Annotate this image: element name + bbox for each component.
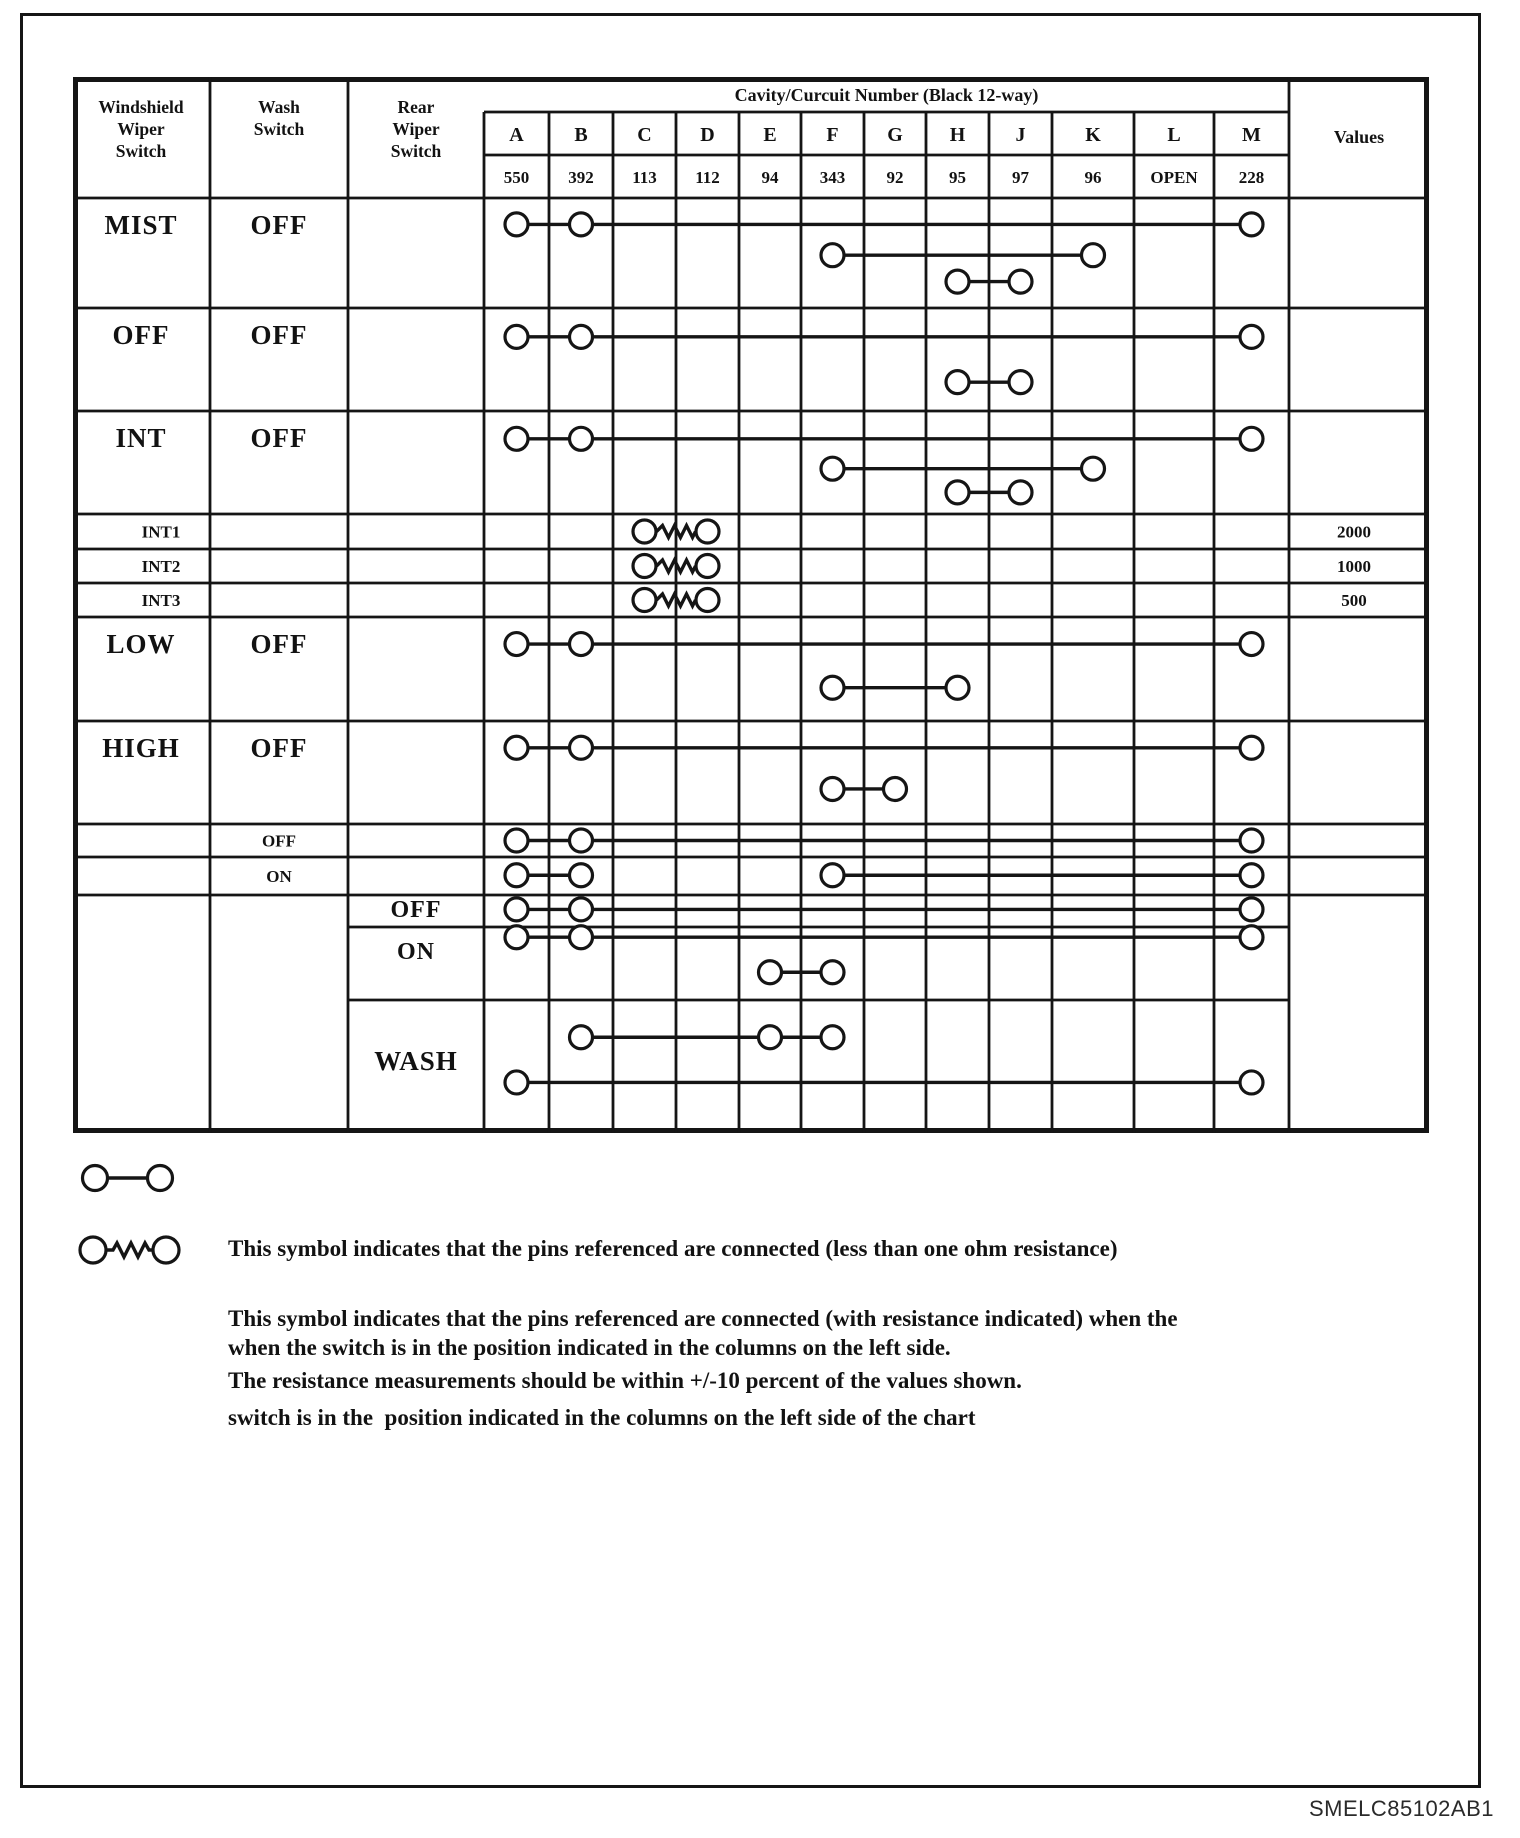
row-value: 2000 [1337, 522, 1371, 542]
pin-circle [821, 676, 844, 699]
pin-letter: D [700, 124, 715, 146]
pin-circuit-number: 392 [568, 168, 594, 187]
pin-letter: G [887, 124, 903, 146]
row-label-windshield: INT3 [141, 591, 181, 610]
pin-circle [946, 481, 969, 504]
switch-continuity-table [73, 77, 1429, 1133]
pin-circle [505, 427, 528, 450]
pin-circle [1240, 898, 1263, 921]
row-label-rear: WASH [374, 1046, 458, 1076]
pin-circle [696, 555, 719, 578]
pin-circle [505, 1071, 528, 1094]
pin-circuit-number: 94 [761, 168, 779, 187]
pin-circle [570, 1026, 593, 1049]
pin-circle [821, 777, 844, 800]
pin-letter: F [826, 124, 839, 146]
pin-circle [505, 864, 528, 887]
pin-circle [759, 961, 782, 984]
legend-note-line: The resistance measurements should be within +/-10 percent of the values shown. [228, 1368, 1022, 1393]
pin-circle [1240, 633, 1263, 656]
row-label-windshield: LOW [106, 629, 176, 659]
row-label-wash: OFF [250, 423, 308, 453]
left-header-line: Switch [253, 119, 305, 139]
pin-circle [570, 926, 593, 949]
pin-circle [1240, 213, 1263, 236]
pin-circle [1082, 244, 1105, 267]
row-label-windshield: INT2 [141, 557, 181, 576]
group-header: Cavity/Curcuit Number (Black 12-way) [734, 85, 1039, 105]
pin-circle [505, 213, 528, 236]
left-header-line: Wash [258, 97, 300, 117]
legend-note [228, 1298, 1022, 1463]
row-label-wash: ON [266, 867, 292, 886]
pin-letter: J [1015, 124, 1026, 146]
pin-circle [570, 736, 593, 759]
pin-circuit-number: 95 [949, 168, 966, 187]
pin-circle [821, 864, 844, 887]
pin-circle [696, 520, 719, 543]
pin-circle [633, 589, 656, 612]
pin-circuit-number: 113 [632, 168, 657, 187]
pin-circle [1009, 270, 1032, 293]
values-header: Values [1333, 127, 1385, 147]
pin-circle [505, 829, 528, 852]
pin-circle [821, 1026, 844, 1049]
pin-circuit-number: 343 [819, 168, 846, 187]
pin-circle [570, 325, 593, 348]
row-label-wash: OFF [250, 210, 308, 240]
pin-circle [1240, 864, 1263, 887]
pin-circle [821, 457, 844, 480]
pin-circle [946, 270, 969, 293]
pin-circuit-number: 97 [1012, 168, 1029, 187]
continuity-symbol-icon [73, 1156, 193, 1200]
left-header-line: Switch [390, 141, 442, 161]
pin-circle [821, 961, 844, 984]
left-header-line: Wiper [392, 119, 440, 139]
left-header-line: Switch [115, 141, 167, 161]
legend-item1-line2: when the switch is in the position indicated in the columns on the left side. [228, 1335, 951, 1360]
pin-circle [1009, 481, 1032, 504]
pin-circle [759, 1026, 782, 1049]
pin-circle [570, 829, 593, 852]
row-value: 1000 [1337, 557, 1371, 576]
pin-letter: A [509, 124, 524, 146]
pin-letter: H [949, 124, 966, 146]
pin-circle [505, 633, 528, 656]
legend-item2-line1: This symbol indicates that the pins referenced are connected (with resistance indicated) when the [228, 1306, 1178, 1331]
pin-circle [1082, 457, 1105, 480]
pin-circle [946, 371, 969, 394]
row-label-windshield: HIGH [102, 733, 180, 763]
row-label-rear: OFF [390, 897, 442, 923]
row-label-windshield: MIST [104, 210, 178, 240]
pin-circle [505, 926, 528, 949]
pin-circle [1240, 1071, 1263, 1094]
pin-circle [570, 898, 593, 921]
resistance-symbol-icon [73, 1228, 193, 1272]
row-value: 500 [1341, 591, 1367, 610]
pin-circle [570, 864, 593, 887]
pin-circuit-number: 550 [503, 168, 530, 187]
row-label-wash: OFF [250, 733, 308, 763]
pin-circle [1009, 371, 1032, 394]
pin-circle [821, 244, 844, 267]
pin-circuit-number: 96 [1084, 168, 1102, 187]
pin-letter: K [1085, 124, 1101, 146]
figure-code: SMELC85102AB1 [1308, 1796, 1494, 1821]
pin-circle [633, 520, 656, 543]
pin-circle [570, 427, 593, 450]
row-label-wash: OFF [250, 629, 308, 659]
pin-circle [946, 676, 969, 699]
legend-item2-line2: switch is in the position indicated in the columns on the left side of the chart [228, 1405, 976, 1430]
pin-letter: E [763, 124, 777, 146]
pin-letter: B [574, 124, 588, 146]
pin-circle [505, 898, 528, 921]
pin-circuit-number: 112 [695, 168, 720, 187]
pin-circle [1240, 736, 1263, 759]
pin-circle [884, 777, 907, 800]
pin-circle [570, 213, 593, 236]
pin-circle [1240, 325, 1263, 348]
row-label-windshield: OFF [112, 320, 170, 350]
pin-circle [696, 589, 719, 612]
pin-circuit-number: OPEN [1150, 168, 1198, 187]
row-label-windshield: INT1 [141, 522, 181, 542]
pin-circle [1240, 427, 1263, 450]
pin-letter: C [637, 124, 652, 146]
pin-circle [1240, 926, 1263, 949]
left-header-line: Windshield [98, 97, 184, 117]
row-label-rear: ON [397, 939, 435, 965]
pin-letter: M [1242, 124, 1261, 146]
left-header-line: Rear [397, 97, 435, 117]
pin-circuit-number: 228 [1238, 168, 1265, 187]
pin-circuit-number: 92 [886, 168, 904, 187]
pin-circle [1240, 829, 1263, 852]
pin-circle [633, 555, 656, 578]
row-label-windshield: INT [115, 423, 167, 453]
pin-letter: L [1167, 124, 1181, 146]
row-label-wash: OFF [250, 320, 308, 350]
pin-circle [505, 736, 528, 759]
pin-circle [570, 633, 593, 656]
left-header-line: Wiper [117, 119, 165, 139]
pin-circle [505, 325, 528, 348]
row-label-wash: OFF [262, 831, 296, 851]
legend-item1-line1: This symbol indicates that the pins referenced are connected (less than one ohm resistance) [228, 1236, 1118, 1261]
